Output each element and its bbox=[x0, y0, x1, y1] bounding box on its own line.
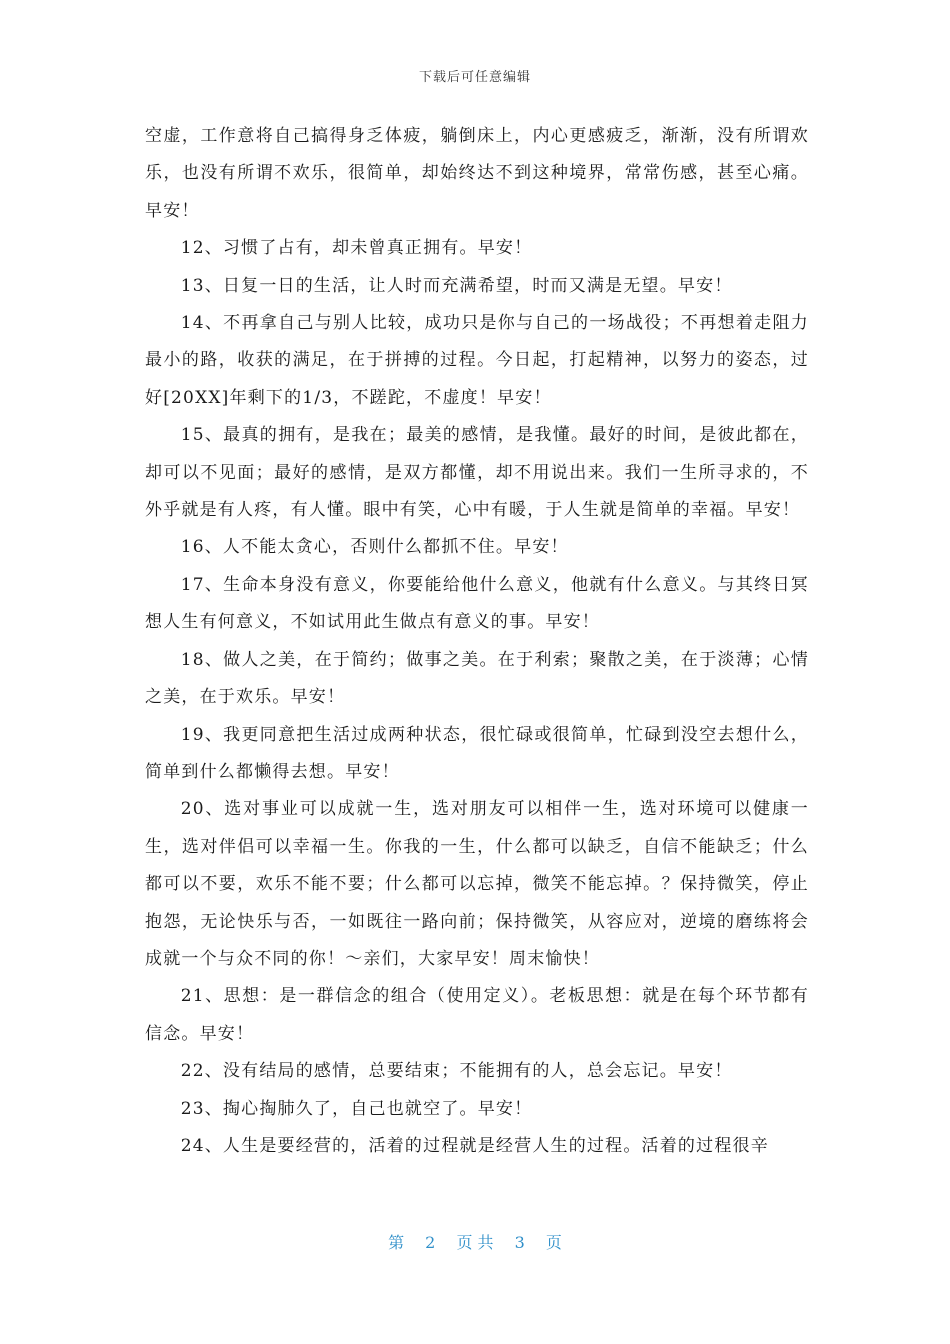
paragraph: 23、掏心掏肺久了，自己也就空了。早安！ bbox=[180, 1098, 533, 1119]
paragraph: 21、思想：是一群信念的组合（使用定义）。老板思想：就是在每个环节都有信念。早安！ bbox=[145, 986, 809, 1044]
footer-label-end: 页 bbox=[545, 1233, 562, 1252]
paragraph: 16、人不能太贪心，否则什么都抓不住。早安！ bbox=[180, 537, 569, 558]
page-footer bbox=[0, 1230, 950, 1253]
footer-label-of: 页 共 bbox=[456, 1233, 494, 1252]
paragraph: 24、人生是要经营的，活着的过程就是经营人生的过程。活着的过程很辛 bbox=[180, 1135, 769, 1156]
paragraph: 17、生命本身没有意义，你要能给他什么意义，他就有什么意义。与其终日冥想人生有何意义，不如试用此生做点有意义的事。早安！ bbox=[145, 574, 809, 633]
paragraph: 13、日复一日的生活，让人时而充满希望，时而又满是无望。早安！ bbox=[180, 275, 733, 296]
page-header: 下载后可任意编辑 bbox=[418, 70, 531, 85]
paragraph: 18、做人之美，在于简约；做事之美。在于利索；聚散之美，在于淡薄；心情之美，在于欢乐。早安！ bbox=[145, 649, 809, 708]
paragraph: 14、不再拿自己与别人比较，成功只是你与自己的一场战役；不再想着走阻力最小的路，收获的满足，在于拼搏的过程。今日起，打起精神，以努力的姿态，过好[20XX]年剩下的1/3，不蹉跎，不虚度！早安！ bbox=[145, 313, 809, 408]
paragraph: 12、习惯了占有，却未曾真正拥有。早安！ bbox=[180, 238, 533, 259]
total-pages-number: 3 bbox=[514, 1233, 525, 1252]
current-page-number: 2 bbox=[425, 1233, 436, 1252]
paragraph: 19、我更同意把生活过成两种状态，很忙碌或很简单，忙碌到没空去想什么，简单到什么都懒得去想。早安！ bbox=[145, 724, 809, 782]
paragraph: 20、选对事业可以成就一生，选对朋友可以相伴一生，选对环境可以健康一生，选对伴侣可以幸福一生。你我的一生，什么都可以缺乏，自信不能缺乏；什么都可以不要，欢乐不能不要；什么都可以忘掉，微笑不能忘掉。？保持微笑，停止抱怨，无论快乐与否，一如既往一路向前；保持微笑，从容应对，逆境的磨练将会成就一个与众不同的你！～亲们，大家早安！周末愉快！ bbox=[145, 799, 809, 969]
footer-label-page: 第 bbox=[388, 1233, 405, 1252]
paragraph: 15、最真的拥有，是我在；最美的感情，是我懂。最好的时间，是彼此都在，却可以不见面；最好的感情，是双方都懂，却不用说出来。我们一生所寻求的，不外乎就是有人疼，有人懂。眼中有笑，心中有暖，于人生就是简单的幸福。早安！ bbox=[145, 425, 809, 521]
paragraph: 空虚，工作意将自己搞得身乏体疲，躺倒床上，内心更感疲乏，渐渐，没有所谓欢乐，也没有所谓不欢乐，很简单，却始终达不到这种境界，常常伤感，甚至心痛。早安！ bbox=[145, 126, 809, 221]
paragraph: 22、没有结局的感情，总要结束；不能拥有的人，总会忘记。早安！ bbox=[180, 1061, 733, 1082]
document-body bbox=[145, 118, 809, 1165]
